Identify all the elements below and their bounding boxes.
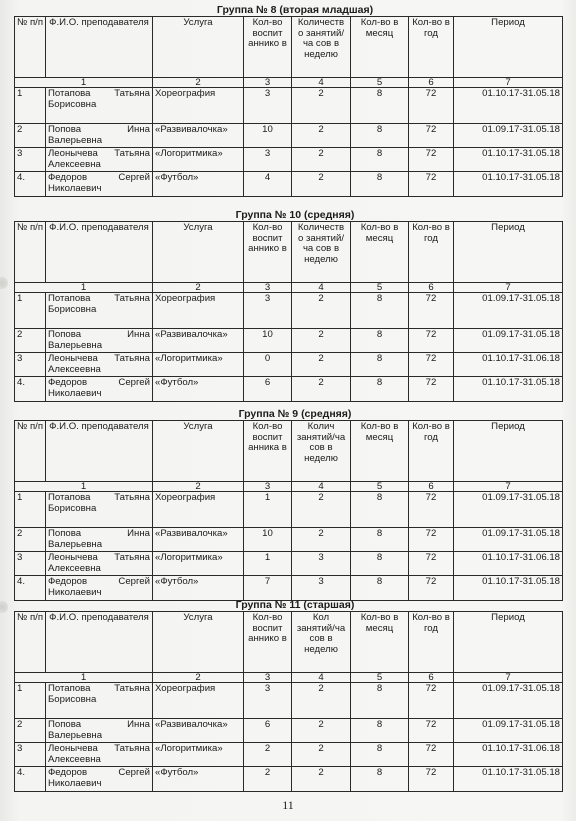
table-row: [15, 88, 563, 124]
period: 01.09.17-31.05.18: [454, 719, 563, 743]
teacher-name-line: Потапова Татьяна: [48, 88, 150, 99]
row-number: 2: [15, 528, 46, 552]
teacher-patronymic: Алексеевна: [48, 363, 101, 375]
services-table: [14, 611, 563, 792]
teacher-patronymic: Валерьевна: [48, 538, 103, 550]
pupils-count: 3: [244, 88, 292, 124]
teacher-name-line: Попова Инна: [48, 329, 150, 340]
column-number: 7: [454, 482, 563, 492]
teacher-name-line: Потапова Татьяна: [48, 683, 150, 694]
service-name: «Футбол»: [153, 767, 244, 791]
pupils-count: 10: [244, 124, 292, 148]
pupils-count: 2: [244, 767, 292, 791]
lessons-per-week: 2: [292, 743, 351, 767]
teacher-name-line: Федоров Сергей: [48, 172, 150, 184]
teacher-name-line: Попова Инна: [48, 124, 150, 135]
teacher-patronymic: Валерьевна: [48, 134, 103, 146]
teacher-name-line: Леонычева Татьяна: [48, 743, 150, 755]
service-name: «Логоритмика»: [153, 552, 244, 576]
group-section: [14, 209, 562, 402]
header-fio: Ф.И.О. преподавателя: [46, 222, 153, 283]
column-numbers-row: [15, 673, 563, 683]
column-number: 5: [351, 283, 409, 293]
row-number: 1: [15, 492, 46, 528]
services-table: [14, 16, 563, 197]
header-period: Период: [454, 222, 563, 283]
per-year: 72: [409, 124, 454, 148]
table-row: [15, 124, 563, 148]
period: 01.09.17-31.05.18: [454, 528, 563, 552]
column-number: 6: [409, 482, 454, 492]
column-number: 5: [351, 78, 409, 88]
pupils-count: 6: [244, 377, 292, 401]
teacher-name: [46, 576, 153, 600]
period: 01.10.17-31.06.18: [454, 552, 563, 576]
service-name: «Футбол»: [153, 172, 244, 196]
per-year: 72: [409, 767, 454, 791]
header-lessons: Количеств о занятий/ча сов в неделю: [292, 222, 351, 283]
service-name: «Логоритмика»: [153, 743, 244, 767]
pupils-count: 1: [244, 552, 292, 576]
period: 01.10.17-31.05.18: [454, 88, 563, 124]
column-number: 3: [244, 78, 292, 88]
teacher-name: [46, 683, 153, 719]
column-number: 4: [292, 283, 351, 293]
pupils-count: 10: [244, 528, 292, 552]
row-number: 1: [15, 683, 46, 719]
table-row: [15, 329, 563, 353]
service-name: «Футбол»: [153, 576, 244, 600]
header-year: Кол-во в год: [409, 17, 454, 78]
lessons-per-week: 2: [292, 767, 351, 791]
table-header-row: [15, 421, 563, 482]
per-year: 72: [409, 293, 454, 329]
column-numbers-row: [15, 78, 563, 88]
column-number: 6: [409, 673, 454, 683]
period: 01.09.17-31.05.18: [454, 492, 563, 528]
per-month: 8: [351, 719, 409, 743]
column-number: 2: [153, 283, 244, 293]
column-numbers-row: [15, 283, 563, 293]
lessons-per-week: 2: [292, 719, 351, 743]
header-fio: Ф.И.О. преподавателя: [46, 17, 153, 78]
table-row: [15, 576, 563, 600]
header-year: Кол-во в год: [409, 222, 454, 283]
per-month: 8: [351, 293, 409, 329]
period: 01.09.17-31.05.18: [454, 683, 563, 719]
column-number: 2: [153, 78, 244, 88]
period: 01.10.17-31.05.18: [454, 148, 563, 172]
teacher-name: [46, 552, 153, 576]
lessons-per-week: 2: [292, 148, 351, 172]
column-number: 1: [15, 673, 153, 683]
header-month: Кол-во в месяц: [351, 421, 409, 482]
header-year: Кол-во в год: [409, 421, 454, 482]
teacher-name-line: Попова Инна: [48, 719, 150, 730]
header-pupils: Кол-во воспит аннико в: [244, 17, 292, 78]
row-number: 4.: [15, 377, 46, 401]
teacher-patronymic: Алексеевна: [48, 753, 101, 765]
per-year: 72: [409, 353, 454, 377]
pupils-count: 3: [244, 293, 292, 329]
teacher-patronymic: Борисовна: [48, 98, 97, 110]
teacher-name: [46, 353, 153, 377]
group-section: [14, 4, 562, 197]
per-month: 8: [351, 353, 409, 377]
per-year: 72: [409, 552, 454, 576]
row-number: 2: [15, 719, 46, 743]
table-row: [15, 492, 563, 528]
table-row: [15, 552, 563, 576]
period: 01.10.17-31.05.18: [454, 172, 563, 196]
period: 01.10.17-31.06.18: [454, 353, 563, 377]
teacher-patronymic: Николаевич: [48, 387, 102, 399]
lessons-per-week: 2: [292, 528, 351, 552]
per-month: 8: [351, 528, 409, 552]
column-number: 3: [244, 283, 292, 293]
teacher-name: [46, 124, 153, 148]
row-number: 1: [15, 293, 46, 329]
teacher-name-line: Леонычева Татьяна: [48, 148, 150, 160]
teacher-name-line: Федоров Сергей: [48, 377, 150, 389]
teacher-name-line: Потапова Татьяна: [48, 492, 150, 503]
service-name: «Развивалочка»: [153, 528, 244, 552]
teacher-patronymic: Борисовна: [48, 693, 97, 705]
header-service: Услуга: [153, 17, 244, 78]
teacher-name: [46, 148, 153, 172]
period: 01.10.17-31.05.18: [454, 377, 563, 401]
period: 01.10.17-31.05.18: [454, 576, 563, 600]
lessons-per-week: 3: [292, 552, 351, 576]
teacher-name-line: Федоров Сергей: [48, 576, 150, 588]
per-year: 72: [409, 683, 454, 719]
services-table: [14, 420, 563, 601]
row-number: 2: [15, 329, 46, 353]
teacher-name: [46, 377, 153, 401]
header-pupils: Кол-во воспит аннико в: [244, 612, 292, 673]
header-service: Услуга: [153, 421, 244, 482]
period: 01.10.17-31.06.18: [454, 743, 563, 767]
service-name: «Развивалочка»: [153, 124, 244, 148]
per-year: 72: [409, 88, 454, 124]
per-month: 8: [351, 743, 409, 767]
column-number: 6: [409, 78, 454, 88]
pupils-count: 1: [244, 492, 292, 528]
service-name: Хореография: [153, 88, 244, 124]
service-name: «Развивалочка»: [153, 329, 244, 353]
per-year: 72: [409, 492, 454, 528]
group-title: Группа № 9 (средняя): [238, 408, 352, 420]
row-number: 3: [15, 353, 46, 377]
row-number: 1: [15, 88, 46, 124]
row-number: 3: [15, 552, 46, 576]
per-month: 8: [351, 329, 409, 353]
service-name: Хореография: [153, 492, 244, 528]
teacher-name: [46, 293, 153, 329]
lessons-per-week: 2: [292, 88, 351, 124]
column-number: 5: [351, 482, 409, 492]
table-row: [15, 172, 563, 196]
lessons-per-week: 2: [292, 293, 351, 329]
column-number: 1: [15, 78, 153, 88]
column-number: 4: [292, 78, 351, 88]
header-service: Услуга: [153, 222, 244, 283]
header-num: № п/п: [15, 17, 46, 78]
table-row: [15, 353, 563, 377]
lessons-per-week: 2: [292, 172, 351, 196]
teacher-patronymic: Николаевич: [48, 586, 102, 598]
column-number: 4: [292, 673, 351, 683]
table-row: [15, 293, 563, 329]
table-header-row: [15, 612, 563, 673]
teacher-name: [46, 743, 153, 767]
per-month: 8: [351, 552, 409, 576]
header-num: № п/п: [15, 421, 46, 482]
column-number: 3: [244, 673, 292, 683]
table-row: [15, 528, 563, 552]
row-number: 3: [15, 743, 46, 767]
service-name: Хореография: [153, 683, 244, 719]
column-number: 2: [153, 482, 244, 492]
period: 01.09.17-31.05.18: [454, 293, 563, 329]
row-number: 3: [15, 148, 46, 172]
column-number: 4: [292, 482, 351, 492]
per-year: 72: [409, 329, 454, 353]
teacher-patronymic: Валерьевна: [48, 339, 103, 351]
header-pupils: Кол-во воспит анника в: [244, 421, 292, 482]
column-number: 1: [15, 283, 153, 293]
table-header-row: [15, 17, 563, 78]
header-month: Кол-во в месяц: [351, 222, 409, 283]
teacher-patronymic: Николаевич: [48, 777, 102, 789]
service-name: «Футбол»: [153, 377, 244, 401]
period: 01.10.17-31.05.18: [454, 767, 563, 791]
lessons-per-week: 2: [292, 492, 351, 528]
header-fio: Ф.И.О. преподавателя: [46, 421, 153, 482]
group-title: Группа № 10 (средняя): [235, 209, 355, 221]
teacher-name-line: Попова Инна: [48, 528, 150, 539]
group-section: [14, 408, 562, 601]
teacher-name-line: Леонычева Татьяна: [48, 353, 150, 365]
per-month: 8: [351, 172, 409, 196]
header-lessons: Колич занятий/ча сов в неделю: [292, 421, 351, 482]
row-number: 4.: [15, 576, 46, 600]
lessons-per-week: 2: [292, 353, 351, 377]
per-month: 8: [351, 767, 409, 791]
teacher-patronymic: Валерьевна: [48, 729, 103, 741]
per-month: 8: [351, 683, 409, 719]
teacher-name: [46, 88, 153, 124]
header-lessons: Кол занятий/ча сов в неделю: [292, 612, 351, 673]
period: 01.09.17-31.05.18: [454, 124, 563, 148]
header-year: Кол-во в год: [409, 612, 454, 673]
column-number: 5: [351, 673, 409, 683]
header-period: Период: [454, 421, 563, 482]
column-numbers-row: [15, 482, 563, 492]
header-service: Услуга: [153, 612, 244, 673]
pupils-count: 10: [244, 329, 292, 353]
table-row: [15, 767, 563, 791]
table-row: [15, 683, 563, 719]
per-year: 72: [409, 528, 454, 552]
teacher-patronymic: Борисовна: [48, 303, 97, 315]
lessons-per-week: 2: [292, 124, 351, 148]
teacher-name-line: Федоров Сергей: [48, 767, 150, 779]
teacher-patronymic: Борисовна: [48, 502, 97, 514]
header-num: № п/п: [15, 612, 46, 673]
column-number: 7: [454, 78, 563, 88]
header-num: № п/п: [15, 222, 46, 283]
header-pupils: Кол-во воспит аннико в: [244, 222, 292, 283]
services-table: [14, 221, 563, 402]
service-name: Хореография: [153, 293, 244, 329]
row-number: 4.: [15, 172, 46, 196]
per-year: 72: [409, 148, 454, 172]
pupils-count: 4: [244, 172, 292, 196]
table-row: [15, 743, 563, 767]
column-number: 6: [409, 283, 454, 293]
lessons-per-week: 3: [292, 576, 351, 600]
column-number: 7: [454, 283, 563, 293]
teacher-name: [46, 528, 153, 552]
header-fio: Ф.И.О. преподавателя: [46, 612, 153, 673]
table-row: [15, 148, 563, 172]
pupils-count: 3: [244, 148, 292, 172]
punch-hole-mark: [0, 276, 8, 290]
per-year: 72: [409, 743, 454, 767]
teacher-name-line: Потапова Татьяна: [48, 293, 150, 304]
teacher-name: [46, 329, 153, 353]
group-section: [14, 599, 562, 792]
per-month: 8: [351, 148, 409, 172]
row-number: 2: [15, 124, 46, 148]
header-month: Кол-во в месяц: [351, 612, 409, 673]
teacher-patronymic: Николаевич: [48, 182, 102, 194]
page-number: 11: [282, 798, 294, 812]
service-name: «Логоритмика»: [153, 353, 244, 377]
per-month: 8: [351, 124, 409, 148]
teacher-name: [46, 492, 153, 528]
table-row: [15, 377, 563, 401]
service-name: «Логоритмика»: [153, 148, 244, 172]
service-name: «Развивалочка»: [153, 719, 244, 743]
group-title: Группа № 8 (вторая младшая): [216, 4, 374, 16]
per-month: 8: [351, 492, 409, 528]
per-year: 72: [409, 377, 454, 401]
pupils-count: 6: [244, 719, 292, 743]
lessons-per-week: 2: [292, 377, 351, 401]
group-title: Группа № 11 (старшая): [235, 599, 355, 611]
table-row: [15, 719, 563, 743]
period: 01.09.17-31.05.18: [454, 329, 563, 353]
per-month: 8: [351, 377, 409, 401]
teacher-name: [46, 719, 153, 743]
header-period: Период: [454, 612, 563, 673]
per-month: 8: [351, 88, 409, 124]
punch-hole-mark: [0, 600, 8, 614]
column-number: 1: [15, 482, 153, 492]
column-number: 3: [244, 482, 292, 492]
lessons-per-week: 2: [292, 683, 351, 719]
teacher-name: [46, 172, 153, 196]
teacher-patronymic: Алексеевна: [48, 158, 101, 170]
teacher-name: [46, 767, 153, 791]
pupils-count: 0: [244, 353, 292, 377]
column-number: 7: [454, 673, 563, 683]
pupils-count: 7: [244, 576, 292, 600]
column-number: 2: [153, 673, 244, 683]
pupils-count: 3: [244, 683, 292, 719]
teacher-patronymic: Алексеевна: [48, 562, 101, 574]
per-year: 72: [409, 172, 454, 196]
per-month: 8: [351, 576, 409, 600]
pupils-count: 2: [244, 743, 292, 767]
lessons-per-week: 2: [292, 329, 351, 353]
per-year: 72: [409, 719, 454, 743]
row-number: 4.: [15, 767, 46, 791]
header-period: Период: [454, 17, 563, 78]
table-header-row: [15, 222, 563, 283]
per-year: 72: [409, 576, 454, 600]
header-month: Кол-во в месяц: [351, 17, 409, 78]
header-lessons: Количеств о занятий/ча сов в неделю: [292, 17, 351, 78]
teacher-name-line: Леонычева Татьяна: [48, 552, 150, 564]
